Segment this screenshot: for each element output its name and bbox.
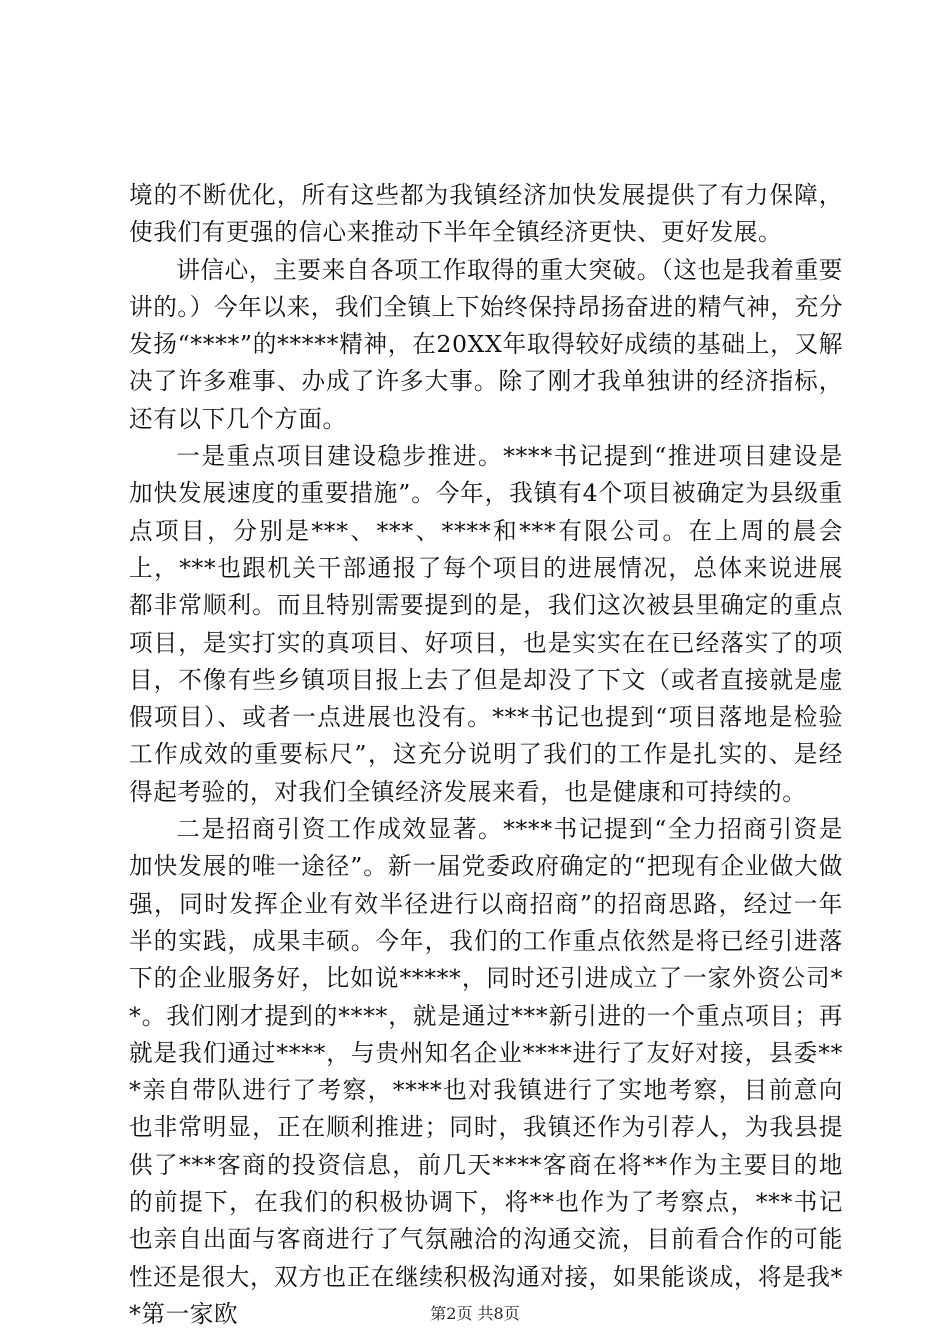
paragraph-investment: 二是招商引资工作成效显著。****书记提到“全力招商引资是加快发展的唯一途径”。新一届党委政府确定的“把现有企业做大做强，同时发挥企业有效半径进行以商招商”的招商思路，经过一年半的实践，成果丰硕。今年，我们的工作重点依然是将已经引进落下的企业服务好，比如说*****，同时还引进成立了一家外资公司**。我们刚才提到的****，就是通过***新引进的一个重点项目；再就是我们通过****，与贵州知名企业****进行了友好对接，县委***亲自带队进行了考察，****也对我镇进行了实地考察，目前意向也非常明显，正在顺利推进；同时，我镇还作为引荐人，为我县提供了***客商的投资信息，前几天****客商在将**作为主要目的地的前提下，在我们的积极协调下，将**也作为了考察点，***书记也亲自出面与客商进行了气氛融洽的沟通交流，目前看合作的可能性还是很大，双方也正在继续积极沟通对接，如果能谈成，将是我**第一家欧 (129, 815, 844, 1328)
page-number-footer: 第2页 共8页 (430, 1304, 520, 1323)
document-body (129, 177, 843, 1333)
paragraph-key-projects: 一是重点项目建设稳步推进。****书记提到“推进项目建设是加快发展速度的重要措施”。今年，我镇有4个项目被确定为县级重点项目，分别是***、***、****和***有限公司。在上周的晨会上，***也跟机关干部通报了每个项目的进展情况，总体来说进展都非常顺利。而且特别需要提到的是，我们这次被县里确定的重点项目，是实打实的真项目、好项目，也是实实在在已经落实了的项目，不像有些乡镇项目报上去了但是却没了下文（或者直接就是虚假项目）、或者一点进展也没有。***书记也提到“项目落地是检验工作成效的重要标尺”，这充分说明了我们的工作是扎实的、是经得起考验的，对我们全镇经济发展来看，也是健康和可持续的。 (129, 442, 843, 806)
paragraph-confidence: 讲信心，主要来自各项工作取得的重大突破。（这也是我着重要讲的。）今年以来，我们全镇上下始终保持昂扬奋进的精气神，充分发扬“****”的*****精神，在20XX年取得较好成绩的基础上，又解决了许多难事、办成了许多大事。除了刚才我单独讲的经济指标，还有以下几个方面。 (129, 255, 844, 433)
paragraph-continued: 境的不断优化，所有这些都为我镇经济加快发展提供了有力保障，使我们有更强的信心来推动下半年全镇经济更快、更好发展。 (129, 181, 843, 247)
